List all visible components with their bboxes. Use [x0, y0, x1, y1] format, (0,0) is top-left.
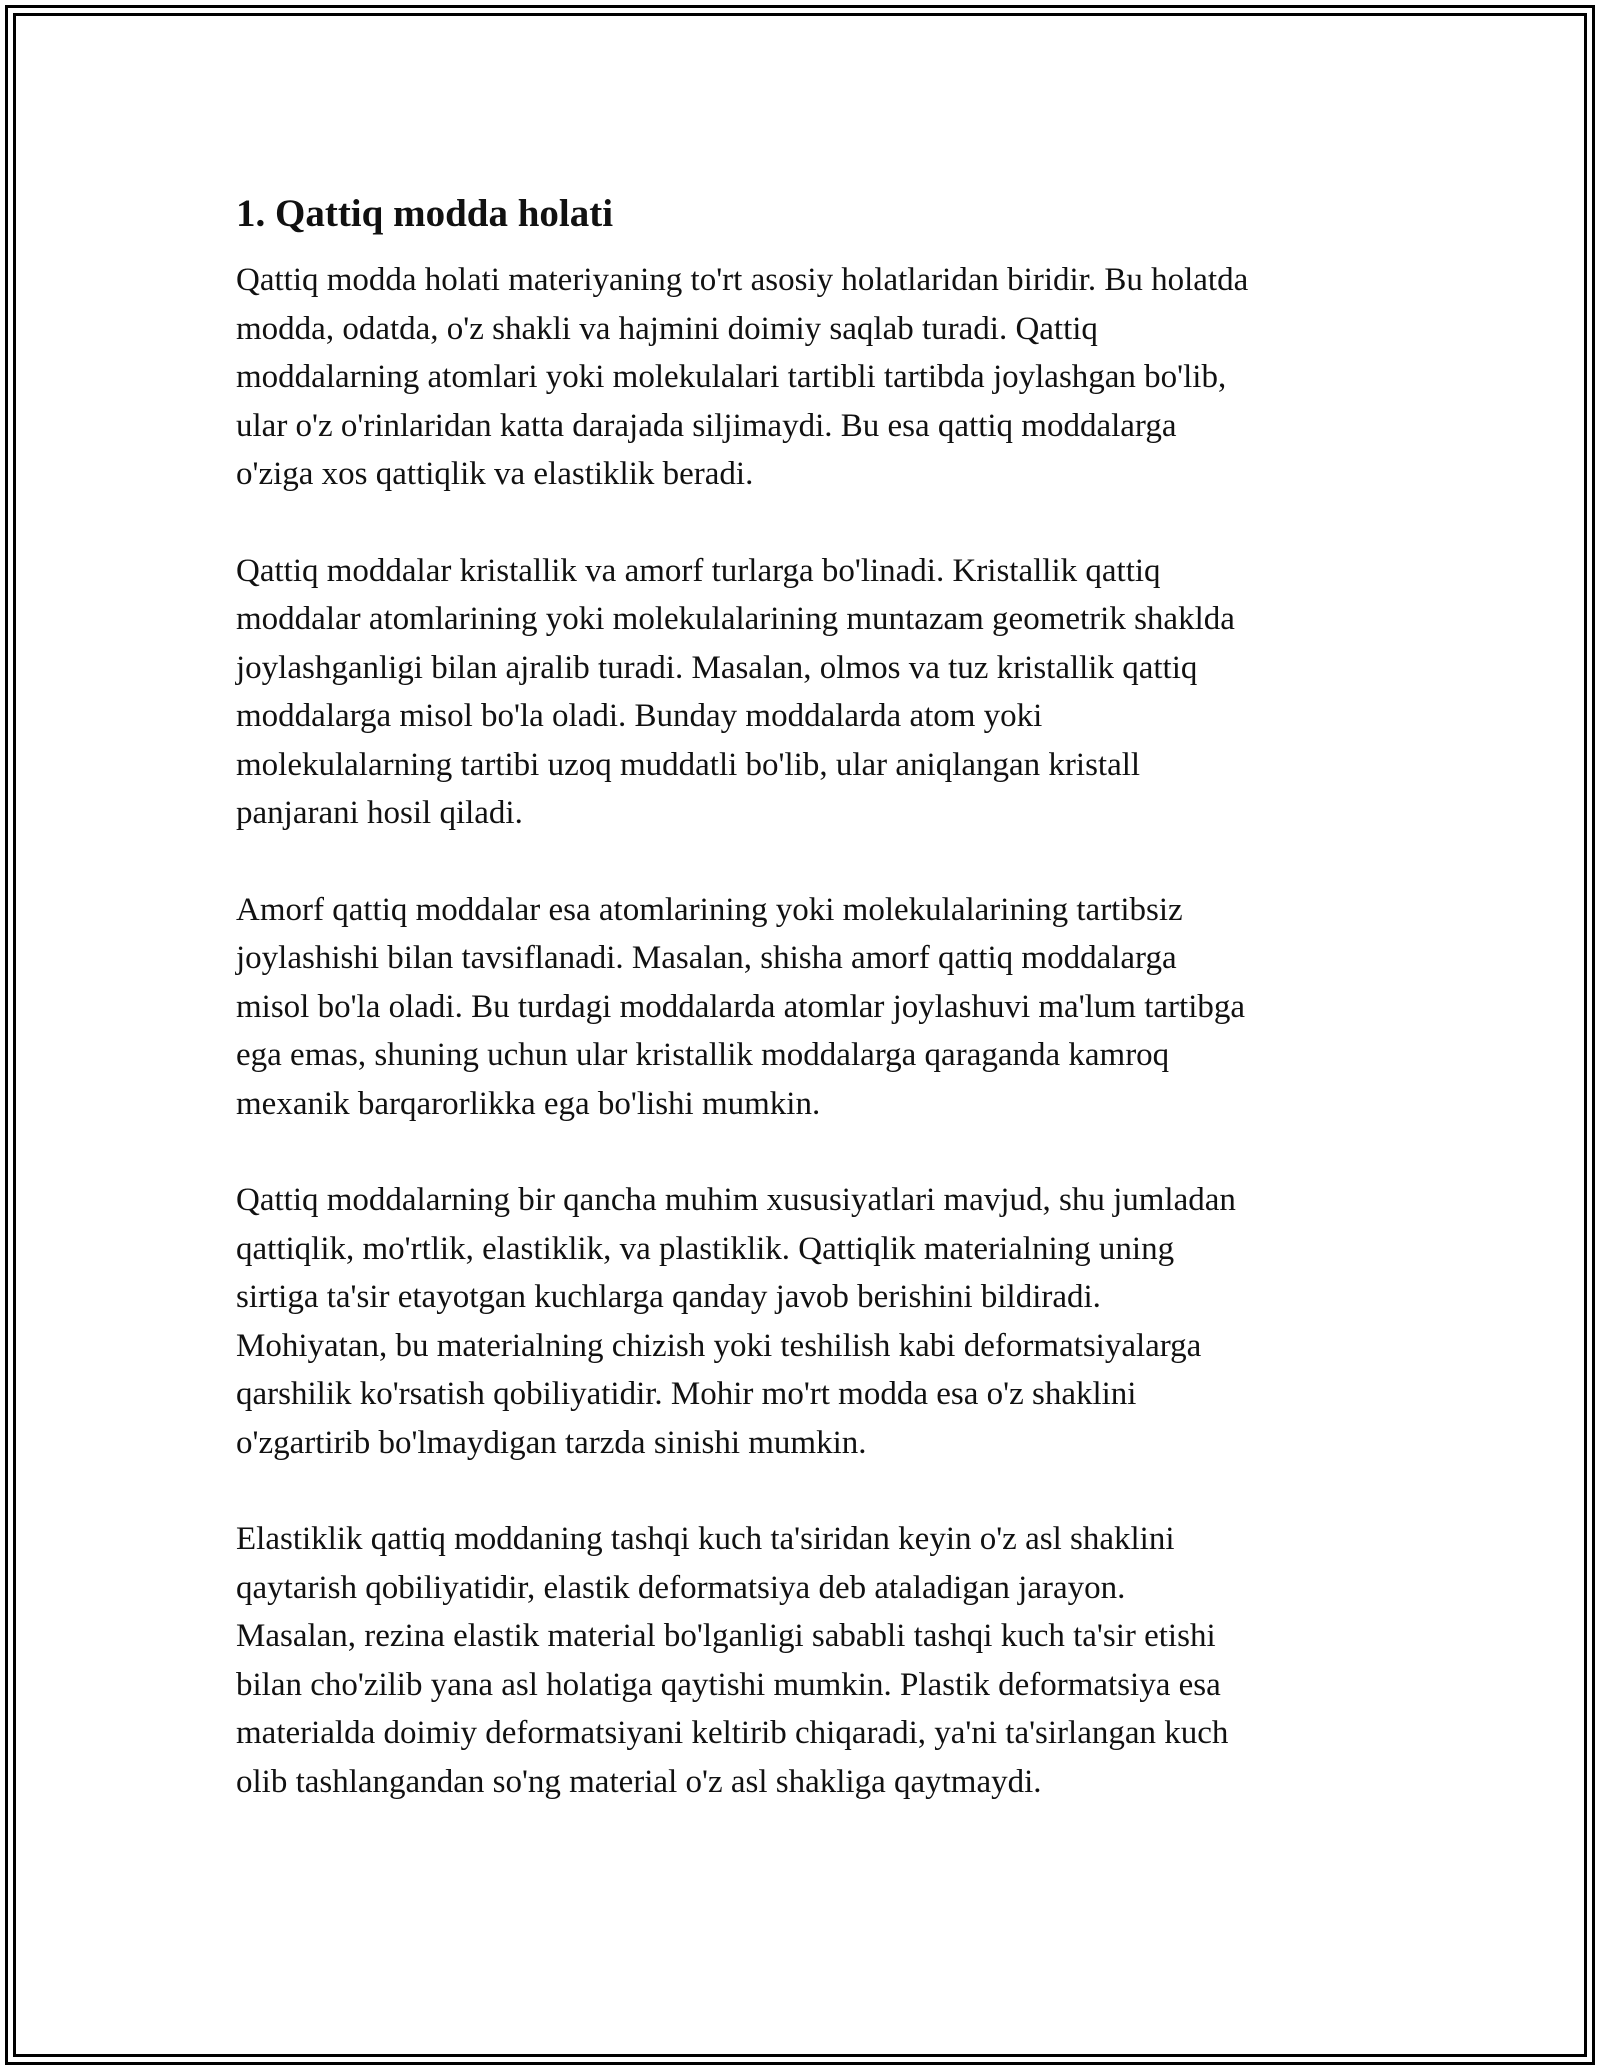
paragraph-5: Elastiklik qattiq moddaning tashqi kuch ta'siridan keyin o'z asl shaklini qaytarish qobiliyatidir, elastik deformatsiya deb ataladigan jarayon. Masalan, rezina elastik material bo'lganligi sababli tashqi kuch ta'sir etishi bilan cho'zilib yana asl holatiga qaytishi mumkin. Plastik deformatsiya esa materialda doimiy deformatsiyani keltirib chiqaradi, ya'ni ta'sirlangan kuch olib tashlangandan so'ng material o'z asl shakliga qaytmaydi. [236, 1521, 1229, 1800]
paragraph-3: Amorf qattiq moddalar esa atomlarining yoki molekulalarining tartibsiz joylashishi bilan tavsiflanadi. Masalan, shisha amorf qattiq moddalarga misol bo'la oladi. Bu turdagi moddalarda atomlar joylashuvi ma'lum tartibga ega emas, shuning uchun ular kristallik moddalarga qaraganda kamroq mexanik barqarorlikka ega bo'lishi mumkin. [236, 891, 1246, 1122]
document-body [236, 188, 1376, 1854]
paragraph-4: Qattiq moddalarning bir qancha muhim xususiyatlari mavjud, shu jumladan qattiqlik, mo'rtlik, elastiklik, va plastiklik. Qattiqlik materialning uning sirtiga ta'sir etayotgan kuchlarga qanday javob berishini bildiradi. Mohiyatan, bu materialning chizish yoki teshilish kabi deformatsiyalarga qarshilik ko'rsatish qobiliyatidir. Mohir mo'rt modda esa o'z shaklini o'zgartirib bo'lmaydigan tarzda sinishi mumkin. [236, 1182, 1236, 1461]
paragraph-2: Qattiq moddalar kristallik va amorf turlarga bo'linadi. Kristallik qattiq moddalar atomlarining yoki molekulalarining muntazam geometrik shaklda joylashganligi bilan ajralib turadi. Masalan, olmos va tuz kristallik qattiq moddalarga misol bo'la oladi. Bunday moddalarda atom yoki molekulalarning tartibi uzoq muddatli bo'lib, ular aniqlangan kristall panjarani hosil qiladi. [236, 552, 1235, 831]
section-heading: 1. Qattiq modda holati [236, 192, 614, 235]
paragraph-1: Qattiq modda holati materiyaning to'rt asosiy holatlaridan biridir. Bu holatda modda, odatda, o'z shakli va hajmini doimiy saqlab turadi. Qattiq moddalarning atomlari yoki molekulalari tartibli tartibda joylashgan bo'lib, ular o'z o'rinlaridan katta darajada siljimaydi. Bu esa qattiq moddalarga o'ziga xos qattiqlik va elastiklik beradi. [236, 262, 1249, 492]
